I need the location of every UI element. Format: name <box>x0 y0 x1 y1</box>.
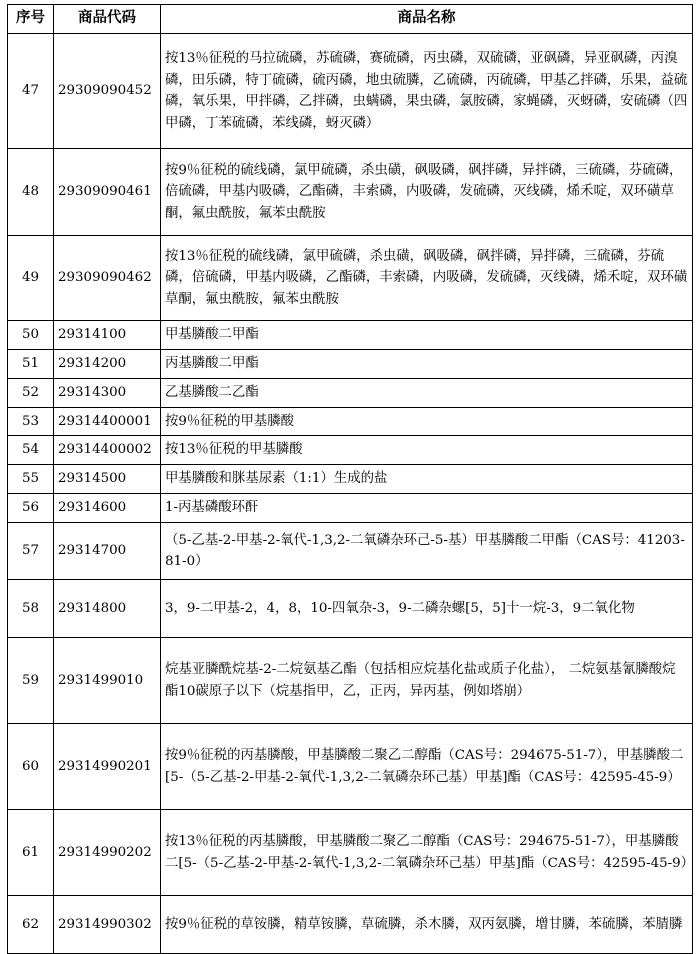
row-product-name: （5-乙基-2-甲基-2-氧代-1,3,2-二氧磷杂环己-5-基）甲基膦酸二甲酯（CAS号：41203-81-0） <box>161 523 693 580</box>
table-row <box>8 523 693 580</box>
row-product-code: 29309090461 <box>54 149 161 236</box>
row-product-name: 按13％征税的甲基膦酸 <box>161 436 693 465</box>
row-serial-number: 58 <box>8 580 54 638</box>
header-serial-number: 序号 <box>8 5 54 34</box>
row-product-code: 29314700 <box>54 523 161 580</box>
row-product-name: 按13％征税的硫线磷，氯甲硫磷，杀虫磺，砜吸磷，砜拌磷，异拌磷，三硫磷，芬硫磷，倍硫磷，甲基内吸磷，乙酯磷，丰索磷，内吸磷，发硫磷，灭线磷，烯禾啶，双环磺草酮，氟虫酰胺，氟苯虫酰胺 <box>161 236 693 321</box>
row-product-code: 29314400002 <box>54 436 161 465</box>
row-product-code: 29314200 <box>54 350 161 379</box>
product-code-table <box>7 4 693 954</box>
row-serial-number: 55 <box>8 465 54 494</box>
table-row <box>8 34 693 149</box>
row-product-name: 按9％征税的草铵膦，精草铵膦，草硫膦，杀木膦，双丙氨膦，增甘膦，苯硫膦，苯腈膦 <box>161 896 693 954</box>
row-product-name: 丙基膦酸二甲酯 <box>161 350 693 379</box>
row-product-code: 29314990202 <box>54 810 161 896</box>
row-product-code: 29314990302 <box>54 896 161 954</box>
row-product-name: 乙基膦酸二乙酯 <box>161 379 693 408</box>
row-product-name: 按9％征税的甲基膦酸 <box>161 408 693 436</box>
row-product-name: 甲基膦酸二甲酯 <box>161 321 693 350</box>
header-product-name: 商品名称 <box>161 5 693 34</box>
row-serial-number: 54 <box>8 436 54 465</box>
row-product-name: 按9％征税的丙基膦酸，甲基膦酸二聚乙二醇酯（CAS号：294675-51-7），甲基膦酸二[5-（5-乙基-2-甲基-2-氧代-1,3,2-二氧磷杂环己基）甲基]酯（CAS号：42595-45-9） <box>161 724 693 810</box>
row-product-name: 1-丙基磷酸环酐 <box>161 494 693 523</box>
table-row <box>8 321 693 350</box>
row-serial-number: 50 <box>8 321 54 350</box>
table-row <box>8 149 693 236</box>
table-row <box>8 465 693 494</box>
row-product-name: 按9％征税的硫线磷，氯甲硫磷，杀虫磺，砜吸磷，砜拌磷，异拌磷，三硫磷，芬硫磷，倍硫磷，甲基内吸磷，乙酯磷，丰索磷，内吸磷，发硫磷，灭线磷，烯禾啶，双环磺草酮，氟虫酰胺，氟苯虫酰胺 <box>161 149 693 236</box>
row-serial-number: 60 <box>8 724 54 810</box>
row-product-name: 烷基亚膦酰烷基-2-二烷氨基乙酯（包括相应烷基化盐或质子化盐）， 二烷氨基氰膦酸烷酯10碳原子以下（烷基指甲，乙，正丙，异丙基，例如塔崩） <box>161 638 693 724</box>
row-serial-number: 57 <box>8 523 54 580</box>
table-row <box>8 350 693 379</box>
row-product-name: 按13％征税的马拉硫磷，苏硫磷，赛硫磷，丙虫磷，双硫磷，亚砜磷，异亚砜磷，丙溴磷，田乐磷，特丁硫磷，硫丙磷，地虫硫膦，乙硫磷，丙硫磷，甲基乙拌磷，乐果，益硫磷，氧乐果，甲拌磷，乙拌磷，虫螨磷，果虫磷，氯胺磷，家蝇磷，灭蚜磷，安硫磷（四甲磷，丁苯硫磷，苯线磷，蚜灭磷） <box>161 34 693 149</box>
table-row <box>8 408 693 436</box>
row-product-code: 29314400001 <box>54 408 161 436</box>
table-row <box>8 436 693 465</box>
table-row <box>8 236 693 321</box>
row-serial-number: 48 <box>8 149 54 236</box>
row-product-code: 2931499010 <box>54 638 161 724</box>
row-product-code: 29309090452 <box>54 34 161 149</box>
row-serial-number: 49 <box>8 236 54 321</box>
table-header-row <box>8 5 693 34</box>
table-row <box>8 379 693 408</box>
row-serial-number: 52 <box>8 379 54 408</box>
row-serial-number: 61 <box>8 810 54 896</box>
row-product-name: 按13％征税的丙基膦酸，甲基膦酸二聚乙二醇酯（CAS号：294675-51-7），甲基膦酸二[5-（5-乙基-2-甲基-2-氧代-1,3,2-二氧磷杂环己基）甲基]酯（CAS号：42595-45-9） <box>161 810 693 896</box>
row-serial-number: 59 <box>8 638 54 724</box>
row-product-name: 3，9-二甲基-2，4，8，10-四氧杂-3，9-二磷杂螺[5，5]十一烷-3，9二氧化物 <box>161 580 693 638</box>
row-product-code: 29314990201 <box>54 724 161 810</box>
row-serial-number: 62 <box>8 896 54 954</box>
row-product-code: 29314500 <box>54 465 161 494</box>
table-row <box>8 580 693 638</box>
row-product-code: 29314100 <box>54 321 161 350</box>
row-product-code: 29314300 <box>54 379 161 408</box>
table-row <box>8 638 693 724</box>
row-product-code: 29309090462 <box>54 236 161 321</box>
header-product-code: 商品代码 <box>54 5 161 34</box>
row-serial-number: 56 <box>8 494 54 523</box>
table-row <box>8 896 693 954</box>
row-serial-number: 51 <box>8 350 54 379</box>
row-product-code: 29314800 <box>54 580 161 638</box>
row-product-code: 29314600 <box>54 494 161 523</box>
table-row <box>8 810 693 896</box>
table-row <box>8 724 693 810</box>
table-row <box>8 494 693 523</box>
row-serial-number: 47 <box>8 34 54 149</box>
row-serial-number: 53 <box>8 408 54 436</box>
row-product-name: 甲基膦酸和脒基尿素（1:1）生成的盐 <box>161 465 693 494</box>
